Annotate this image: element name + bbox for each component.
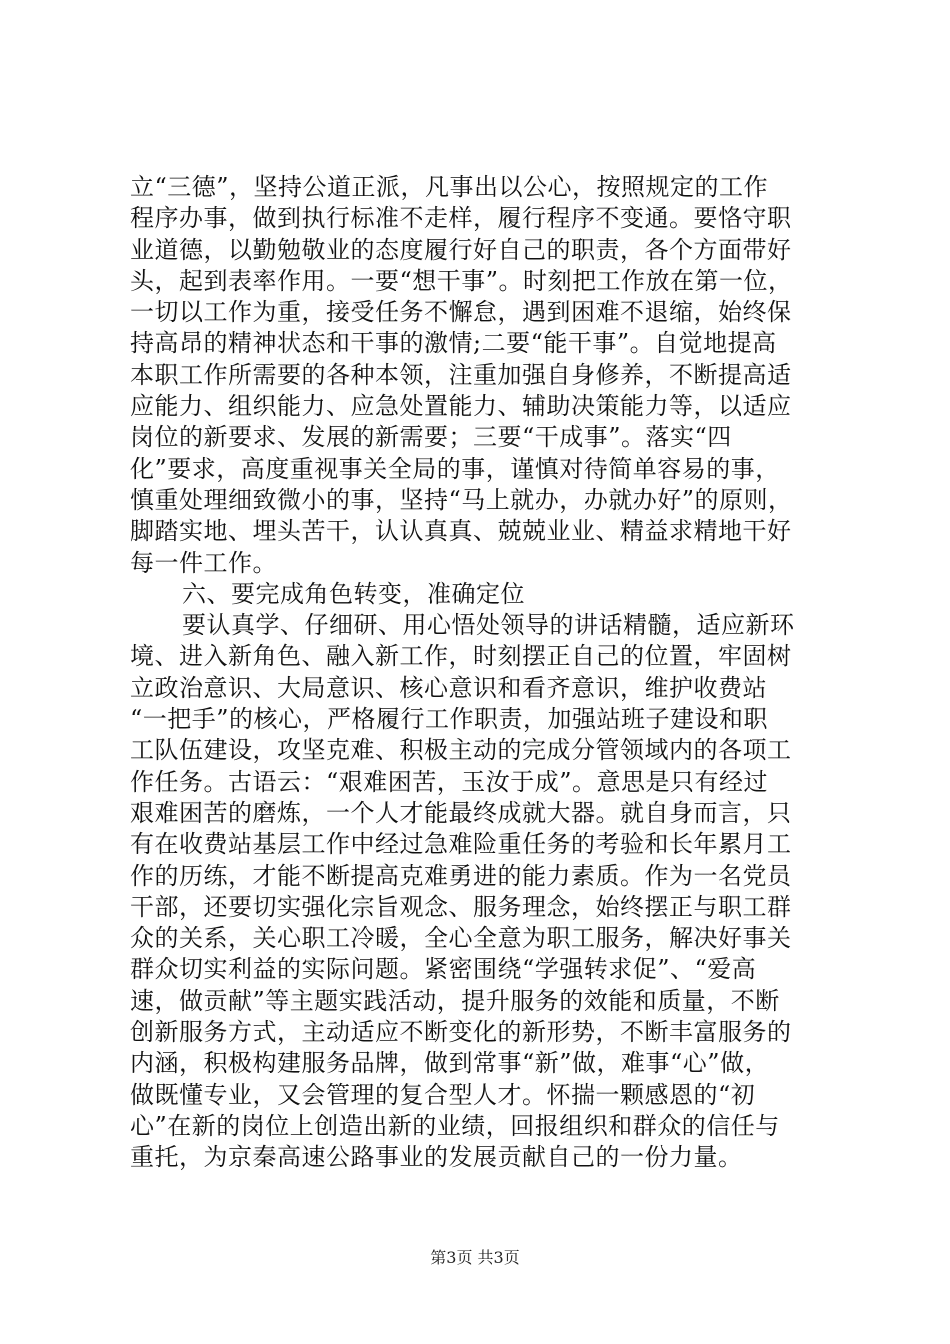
text-line: 应能力、组织能力、应急处置能力、辅助决策能力等，以适应	[130, 392, 792, 421]
text-line: 工队伍建设，攻坚克难、积极主动的完成分管领域内的各项工	[130, 736, 792, 765]
text-line: 一切以工作为重，接受任务不懈怠，遇到困难不退缩，始终保	[130, 298, 792, 327]
text-line: 头，起到表率作用。一要“想干事”。时刻把工作放在第一位，	[130, 266, 793, 295]
text-line: 艰难困苦的磨炼，一个人才能最终成就大器。就自身而言，只	[130, 798, 792, 827]
text-line: 本职工作所需要的各种本领，注重加强自身修养，不断提高适	[130, 360, 792, 389]
document-body	[130, 172, 840, 1174]
text-line: 重托，为京秦高速公路事业的发展贡献自己的一份力量。	[130, 1143, 743, 1172]
text-line: 立“三德”，坚持公道正派，凡事出以公心，按照规定的工作	[130, 173, 769, 201]
text-line: 心”在新的岗位上创造出新的业绩，回报组织和群众的信任与	[130, 1111, 780, 1140]
text-line: 作任务。古语云：“艰难困苦，玉汝于成”。意思是只有经过	[130, 767, 769, 796]
text-line: 群众切实利益的实际问题。紧密围绕“学强转求促”、“爱高	[130, 955, 757, 984]
text-line: 干部，还要切实强化宗旨观念、服务理念，始终摆正与职工群	[130, 892, 792, 921]
section-heading: 六、要完成角色转变，准确定位	[182, 579, 525, 608]
text-line: 有在收费站基层工作中经过急难险重任务的考验和长年累月工	[130, 830, 792, 859]
text-line: “一把手”的核心，严格履行工作职责，加强站班子建设和职	[130, 705, 769, 734]
text-line: 作的历练，才能不断提高克难勇进的能力素质。作为一名党员	[130, 861, 792, 890]
text-line: 业道德，以勤勉敬业的态度履行好自己的职责，各个方面带好	[130, 235, 792, 264]
text-line: 做既懂专业，又会管理的复合型人才。怀揣一颗感恩的“初	[130, 1080, 756, 1109]
text-line: 内涵，积极构建服务品牌，做到常事“新”做，难事“心”做，	[130, 1049, 770, 1078]
text-line: 慎重处理细致微小的事，坚持“马上就办，办就办好”的原则，	[130, 485, 793, 514]
text-line: 速，做贡献”等主题实践活动，提升服务的效能和质量，不断	[130, 986, 780, 1015]
text-line: 境、进入新角色、融入新工作，时刻摆正自己的位置，牢固树	[130, 642, 792, 671]
text-line: 程序办事，做到执行标准不走样，履行程序不变通。要恪守职	[130, 204, 792, 233]
text-line: 众的关系，关心职工冷暖，全心全意为职工服务，解决好事关	[130, 924, 792, 953]
page-number-footer: 第3页 共3页	[430, 1248, 520, 1267]
text-line: 每一件工作。	[130, 548, 277, 577]
text-line: 创新服务方式，主动适应不断变化的新形势，不断丰富服务的	[130, 1018, 792, 1047]
text-line: 脚踏实地、埋头苦干，认认真真、兢兢业业、精益求精地干好	[130, 517, 792, 546]
text-line: 立政治意识、大局意识、核心意识和看齐意识，维护收费站	[130, 673, 767, 702]
text-line: 要认真学、仔细研、用心悟处领导的讲话精髓，适应新环	[182, 611, 795, 640]
text-line: 持高昂的精神状态和干事的激情;二要“能干事”。自觉地提高	[130, 329, 777, 358]
text-line: 化”要求，高度重视事关全局的事，谨慎对待简单容易的事，	[130, 454, 780, 483]
text-line: 岗位的新要求、发展的新需要；三要“干成事”。落实“四	[130, 423, 732, 452]
